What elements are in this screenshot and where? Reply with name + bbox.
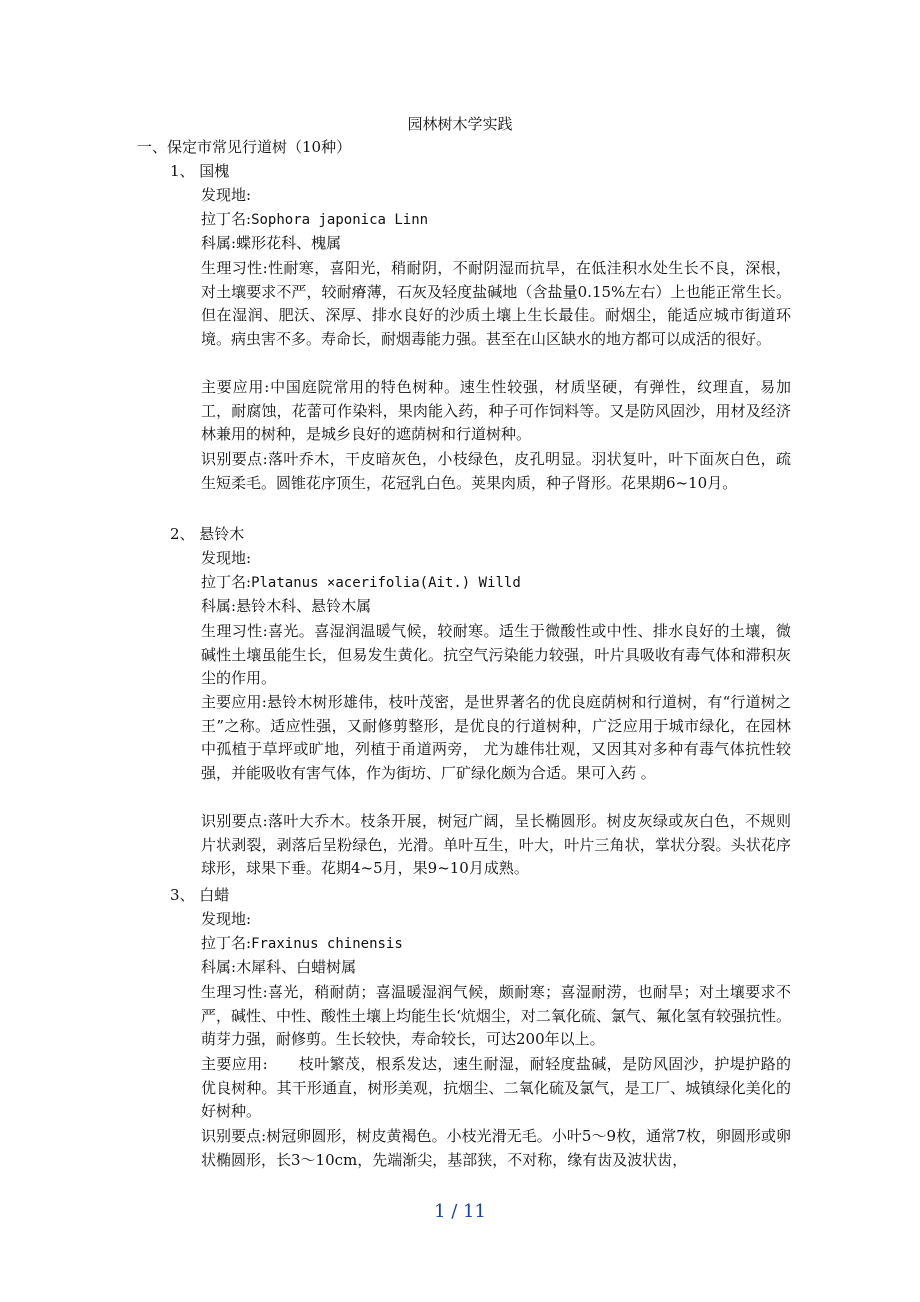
family-genus: 科属:木犀科、白蜡树属: [201, 958, 357, 976]
latin-name: 拉丁名:Platanus ×acerifolia(Ait.) Willd: [201, 573, 521, 591]
identification-paragraph: 识别要点:树冠卵圆形，树皮黄褐色。小枝光滑无毛。小叶5～9枚，通常7枚，卵圆形或卵状椭圆形，长3～10cm，先端渐尖，基部狭，不对称，缘有齿及波状齿，: [201, 1127, 791, 1169]
latin-name: 拉丁名:Sophora japonica Linn: [201, 210, 429, 228]
latin-name: 拉丁名:Fraxinus chinensis: [201, 934, 403, 952]
tree-heading: 1、 国槐: [170, 162, 230, 180]
found-label: 发现地:: [201, 910, 252, 928]
habit-paragraph: 生理习性:喜光。喜湿润温暖气候，较耐寒。适生于微酸性或中性、排水良好的土壤，微碱性土壤虽能生长，但易发生黄化。抗空气污染能力较强，叶片具吸收有毒气体和滞积灰尘的作用。: [201, 622, 791, 687]
family-genus: 科属:悬铃木科、悬铃木属: [201, 597, 372, 615]
identification-paragraph: 识别要点:落叶乔木，干皮暗灰色，小枝绿色，皮孔明显。羽状复叶，叶下面灰白色，疏生短柔毛。圆锥花序顶生，花冠乳白色。荚果肉质，种子肾形。花果期6~10月。: [201, 450, 791, 492]
usage-paragraph: 主要应用:悬铃木树形雄伟，枝叶茂密，是世界著名的优良庭荫树和行道树，有“行道树之王”之称。适应性强，又耐修剪整形，是优良的行道树种，广泛应用于城市绿化，在园林中孤植于草坪或旷地，列植于甬道两旁， 尤为雄伟壮观，又因其对多种有毒气体抗性较强，并能吸收有害气体，作为街坊、厂矿绿化颇为合适。果可入药 。: [201, 693, 791, 782]
usage-paragraph: 主要应用: 枝叶繁茂，根系发达，速生耐湿，耐轻度盐碱，是防风固沙，护堤护路的优良树种。其干形通直，树形美观，抗烟尘、二氧化硫及氯气，是工厂、城镇绿化美化的好树种。: [201, 1055, 791, 1120]
page-title: 园林树木学实践: [407, 115, 513, 133]
usage-paragraph: 主要应用:中国庭院常用的特色树种。速生性较强，材质坚硬，有弹性，纹理直，易加工，耐腐蚀，花蕾可作染料，果肉能入药，种子可作饲料等。又是防风固沙，用材及经济林兼用的树种，是城乡良好的遮荫树和行道树种。: [201, 378, 791, 443]
tree-heading: 2、 悬铃木: [170, 525, 245, 543]
identification-paragraph: 识别要点:落叶大乔木。枝条开展，树冠广阔，呈长椭圆形。树皮灰绿或灰白色，不规则片状剥裂，剥落后呈粉绿色，光滑。单叶互生，叶大，叶片三角状，掌状分裂。头状花序球形，球果下垂。花期4~5月，果9~10月成熟。: [201, 812, 791, 877]
found-label: 发现地:: [201, 549, 252, 567]
habit-paragraph: 生理习性:性耐寒，喜阳光，稍耐阴，不耐阴湿而抗旱，在低洼积水处生长不良，深根，对土壤要求不严，较耐瘠薄，石灰及轻度盐碱地（含盐量0.15%左右）上也能正常生长。但在湿润、肥沃、深厚、排水良好的沙质土壤上生长最佳。耐烟尘，能适应城市街道环境。病虫害不多。寿命长，耐烟毒能力强。甚至在山区缺水的地方都可以成活的很好。: [201, 259, 791, 348]
family-genus: 科属:蝶形花科、槐属: [201, 234, 342, 252]
habit-paragraph: 生理习性:喜光，稍耐荫；喜温暖湿润气候，颇耐寒；喜湿耐涝，也耐旱；对土壤要求不严，碱性、中性、酸性土壤上均能生长‘炕烟尘，对二氧化硫、氯气、氟化氢有较强抗性。萌芽力强，耐修剪。生长较快，寿命较长，可达200年以上。: [201, 983, 791, 1048]
section-heading: 一、保定市常见行道树（10种）: [137, 138, 352, 156]
page-number: 1 / 11: [434, 1201, 486, 1222]
found-label: 发现地:: [201, 186, 252, 204]
tree-heading: 3、 白蜡: [170, 886, 230, 904]
